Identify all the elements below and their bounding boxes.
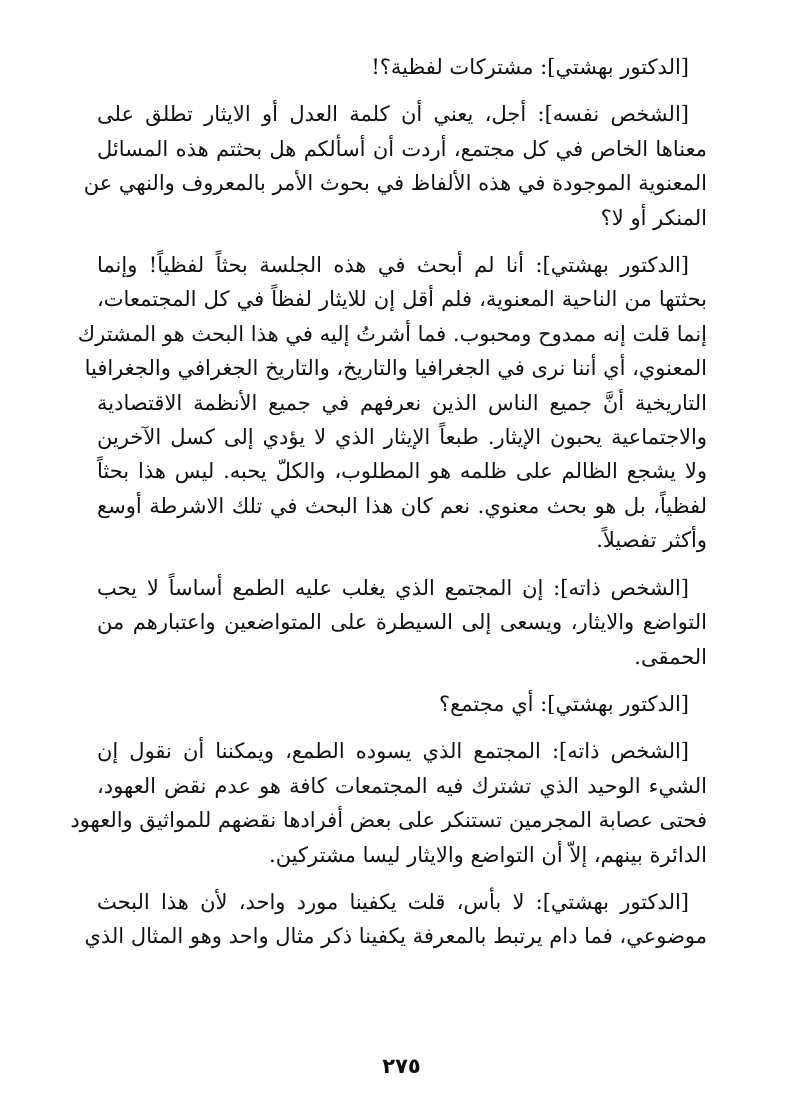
- text-line: وأكثر تفصيلاً.: [596, 528, 707, 553]
- text-line: [الدكتور بهشتي]: أنا لم أبحث في هذه الجلسة بحثاً لفظياً! وإنما: [97, 253, 689, 278]
- text-line: لفظياً، بل هو بحث معنوي. نعم كان هذا البحث في تلك الاشرطة أوسع: [97, 493, 707, 518]
- text-line: بحثتها من الناحية المعنوية، فلم أقل إن للايثار لفظاً في كل المجتمعات،: [97, 287, 707, 312]
- text-line: [الدكتور بهشتي]: مشتركات لفظية؟!: [371, 55, 689, 79]
- text-line: التواضع والايثار، ويسعى إلى السيطرة على المتواضعين واعتبارهم من: [97, 610, 707, 635]
- text-line: الشيء الوحيد الذي تشترك فيه المجتمعات كافة هو عدم نقض العهود،: [97, 773, 707, 798]
- page-number: ٢٧٥: [382, 1054, 421, 1078]
- text-line: [الشخص نفسه]: أجل، يعني أن كلمة العدل أو الايثار تطلق على: [97, 102, 689, 127]
- text-line: [الدكتور بهشتي]: أي مجتمع؟: [438, 691, 689, 716]
- paragraph-6: [70, 734, 707, 872]
- text-line: المعنوية الموجودة في هذه الألفاظ في بحوث الأمر بالمعروف والنهي عن: [83, 171, 707, 196]
- text-line: والاجتماعية يحبون الإيثار. طبعاً الإيثار الذي لا يؤدي إلى كسل الآخرين: [97, 425, 707, 450]
- text-line: فحتى عصابة المجرمين تستنكر على بعض أفرادها نقضهم للمواثيق والعهود: [70, 808, 707, 833]
- paragraph-1: [97, 50, 707, 84]
- page-body: [70, 50, 707, 967]
- text-line: ولا يشجع الظالم على ظلمه هو المطلوب، والكلّ يحبه. ليس هذا بحثاً: [97, 459, 707, 484]
- paragraph-7: [84, 885, 707, 954]
- paragraph-3: [77, 248, 707, 558]
- paragraph-4: [97, 571, 707, 674]
- text-line: إنما قلت إنه ممدوح ومحبوب. فما أشرتُ إليه في هذا البحث هو المشترك: [77, 321, 707, 346]
- text-line: الدائرة بينهم، إلاّ أن التواضع والايثار ليسا مشتركين.: [269, 842, 707, 867]
- text-line: [الشخص ذاته]: المجتمع الذي يسوده الطمع، ويمكننا أن نقول إن: [97, 739, 689, 764]
- text-line: [الدكتور بهشتي]: لا بأس، قلت يكفينا مورد واحد، لأن هذا البحث: [97, 889, 689, 914]
- text-line: الحمقى.: [634, 644, 707, 669]
- text-line: معناها الخاص في كل مجتمع، أردت أن أسألكم هل بحثتم هذه المسائل: [97, 136, 707, 161]
- text-line: موضوعي، فما دام يرتبط بالمعرفة يكفينا ذكر مثال واحد وهو المثال الذي: [84, 924, 707, 949]
- text-line: التاريخية أنَّ جميع الناس الذين نعرفهم في جميع الأنظمة الاقتصادية: [97, 390, 707, 415]
- paragraph-2: [83, 97, 707, 235]
- paragraph-5: [97, 687, 707, 721]
- text-line: المعنوي، أي أننا نرى في الجغرافيا والتاريخ، والتاريخ الجغرافي والجغرافيا: [84, 356, 707, 381]
- text-line: المنكر أو لا؟: [600, 205, 707, 230]
- text-line: [الشخص ذاته]: إن المجتمع الذي يغلب عليه الطمع أساساً لا يحب: [97, 575, 689, 600]
